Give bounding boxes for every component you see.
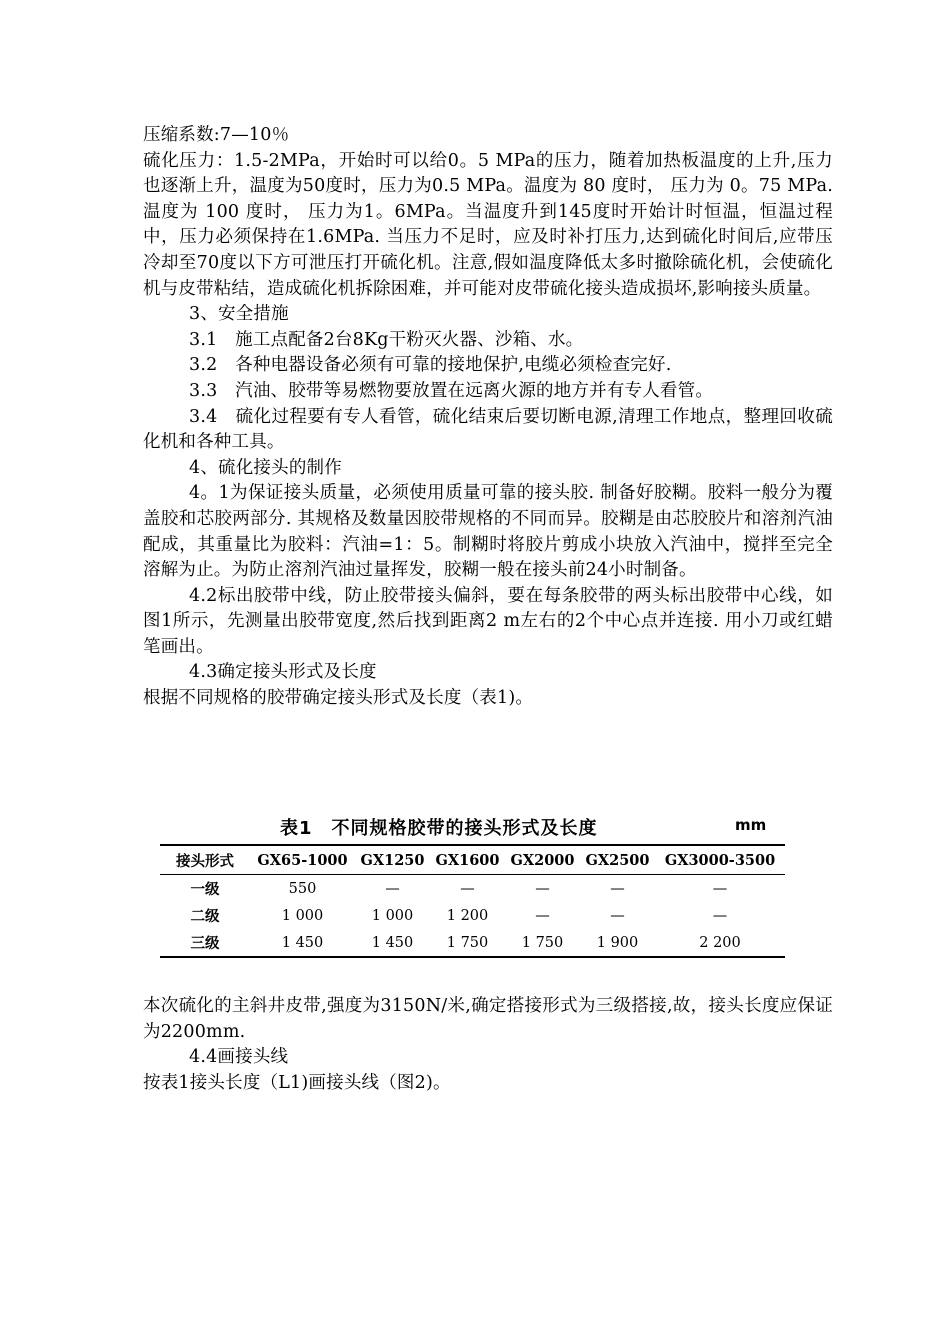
body-text-top	[143, 123, 833, 712]
table-cell: —	[535, 880, 550, 897]
table-cell: —	[385, 880, 400, 897]
table-header-row	[160, 845, 785, 875]
table-cell: 1 450	[281, 934, 324, 951]
table-row	[160, 875, 785, 903]
heading-safety-measures: 3、安全措施	[189, 304, 289, 325]
table-row	[160, 929, 785, 957]
table-cell: 1 450	[371, 934, 414, 951]
table-cell: 1 750	[521, 934, 564, 951]
heading-4-3: 4.3确定接头形式及长度	[189, 662, 377, 683]
paragraph-4-2: 4.2标出胶带中线，防止胶带接头偏斜，要在每条胶带的两头标出胶带中心线，如图1所示，先测量出胶带宽度,然后找到距离2 m左右的2个中心点并连接. 用小刀或红蜡笔画出。	[143, 585, 833, 657]
table-cell: 三级	[190, 936, 220, 952]
joint-length-table-block	[160, 810, 785, 958]
table-header-cell: GX3000-3500	[664, 851, 776, 869]
table-cell: —	[535, 907, 550, 924]
table-header-cell: GX1600	[435, 851, 500, 869]
body-text-bottom	[143, 994, 833, 1096]
table-cell: 550	[288, 880, 317, 897]
table-header-cell: GX65-1000	[257, 851, 348, 869]
table-header-cell: GX2500	[585, 851, 650, 869]
table-cell: 1 000	[371, 907, 414, 924]
table-unit: mm	[735, 816, 767, 834]
table-header-cell: 接头形式	[176, 853, 234, 870]
paragraph-3-2: 3.2 各种电器设备必须有可靠的接地保护,电缆必须检查完好.	[189, 355, 672, 376]
heading-joint-making: 4、硫化接头的制作	[189, 457, 342, 478]
table-caption: 表1 不同规格胶带的接头形式及长度	[280, 818, 598, 839]
paragraph-3-3: 3.3 汽油、胶带等易燃物要放置在远离火源的地方并有专人看管。	[189, 380, 714, 401]
paragraph-main-incline-belt: 本次硫化的主斜井皮带,强度为3150N/米,确定搭接形式为三级搭接,故，接头长度应保证为2200mm.	[143, 996, 833, 1042]
table-cell: 1 200	[446, 907, 489, 924]
paragraph-3-1: 3.1 施工点配备2台8Kg干粉灭火器、沙箱、水。	[189, 329, 584, 350]
table-header-cell: GX1250	[360, 851, 425, 869]
table-cell: —	[712, 880, 728, 897]
paragraph-table-intro: 根据不同规格的胶带确定接头形式及长度（表1)。	[143, 688, 534, 709]
table-cell: 二级	[190, 909, 220, 925]
table-cell: 2 200	[699, 934, 741, 951]
table-caption-row	[160, 810, 785, 844]
table-cell: 1 000	[281, 907, 324, 924]
paragraph-draw-joint-line: 按表1接头长度（L1)画接头线（图2)。	[143, 1072, 451, 1093]
paragraph-vulcanization-pressure: 硫化压力：1.5-2MPa，开始时可以给0。5 MPa的压力，随着加热板温度的上升,压力也逐渐上升，温度为50度时，压力为0.5 MPa。温度为 80 度时， 压力为 0。75 MPa.温度为 100 度时， 压力为1。6MPa。当温度升到145度时开始计时恒温，恒温过程中，压力必须保持在1.6MPa. 当压力不足时，应及时补打压力,达到硫化时间后,应带压冷却至70度以下方可泄压打开硫化机。注意,假如温度降低太多时撤除硫化机，会使硫化机与皮带粘结，造成硫化机拆除困难，并可能对皮带硫化接头造成损坏,影响接头质量。	[143, 150, 833, 299]
table-cell: —	[712, 907, 728, 924]
table-cell: 1 750	[446, 934, 489, 951]
table-cell: 1 900	[596, 934, 639, 951]
table-cell: —	[610, 880, 625, 897]
table-row	[160, 902, 785, 929]
table-header-cell: GX2000	[510, 851, 575, 869]
table-cell: 一级	[190, 882, 220, 898]
paragraph-compression: 压缩系数:7—10％	[143, 125, 290, 145]
paragraph-3-4: 3.4 硫化过程要有专人看管，硫化结束后要切断电源,清理工作地点，整理回收硫化机和各种工具。	[143, 406, 833, 453]
table-cell: —	[610, 907, 625, 924]
table-cell: —	[460, 880, 475, 897]
joint-length-table	[160, 844, 785, 958]
heading-4-4: 4.4画接头线	[189, 1047, 289, 1068]
paragraph-4-1: 4。1为保证接头质量，必须使用质量可靠的接头胶. 制备好胶糊。胶料一般分为覆盖胶和芯胶两部分. 其规格及数量因胶带规格的不同而异。胶糊是由芯胶胶片和溶剂汽油配成，其重量比为胶料：汽油=1：5。制糊时将胶片剪成小块放入汽油中，搅拌至完全溶解为止。为防止溶剂汽油过量挥发，胶糊一般在接头前24小时制备。	[143, 483, 833, 581]
